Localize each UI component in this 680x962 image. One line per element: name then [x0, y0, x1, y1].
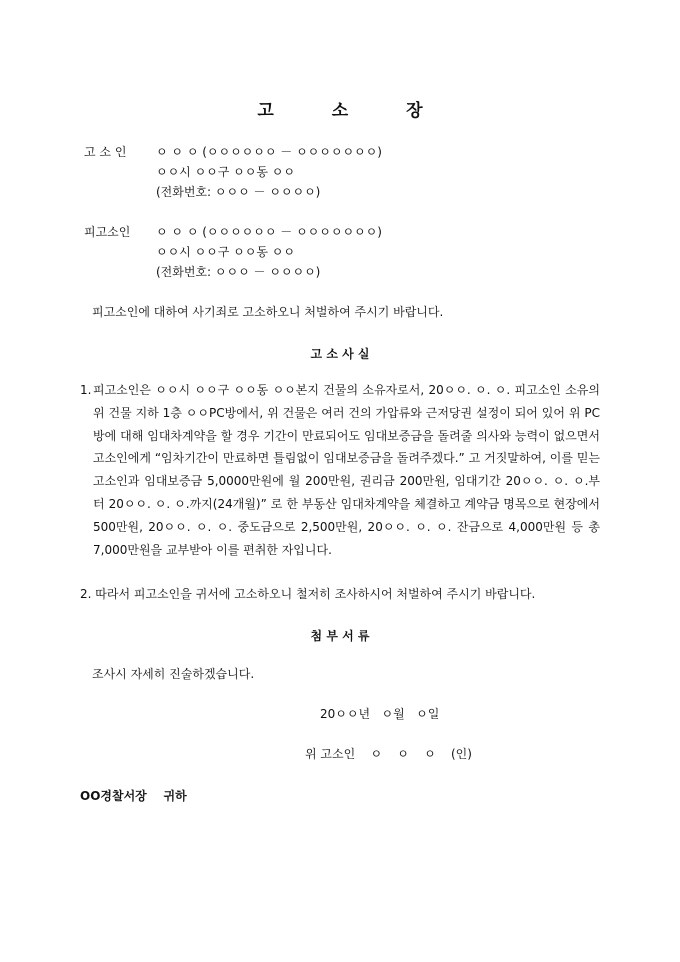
complainant-phone: (전화번호: ㅇㅇㅇ － ㅇㅇㅇㅇ) — [156, 185, 321, 199]
document-date: 20ㅇㅇ년 ㅇ월 ㅇ일 — [320, 707, 440, 721]
fact-number: 1. — [80, 383, 92, 397]
addressee: OO경찰서장 귀하 — [80, 789, 187, 803]
intro-statement: 피고소인에 대하여 사기죄로 고소하오니 처벌하여 주시기 바랍니다. — [92, 305, 444, 319]
defendant-label: 피고소인 — [84, 225, 131, 239]
complainant-name-id: ㅇ ㅇ ㅇ (ㅇㅇㅇㅇㅇㅇ － ㅇㅇㅇㅇㅇㅇㅇ) — [156, 145, 382, 159]
fact-item-1 — [80, 379, 600, 561]
fact-item-2: 2. 따라서 피고소인을 귀서에 고소하오니 철저히 조사하시어 처벌하여 주시기 바랍니다. — [80, 587, 536, 601]
defendant-phone: (전화번호: ㅇㅇㅇ － ㅇㅇㅇㅇ) — [156, 265, 321, 279]
attachments-heading: 첨 부 서 류 — [310, 629, 370, 643]
defendant-name-id: ㅇ ㅇ ㅇ (ㅇㅇㅇㅇㅇㅇ － ㅇㅇㅇㅇㅇㅇㅇ) — [156, 225, 382, 239]
complainant-address: ㅇㅇ시 ㅇㅇ구 ㅇㅇ동 ㅇㅇ — [156, 165, 295, 179]
title-char-2: 소 — [331, 101, 349, 121]
complainant-label: 고 소 인 — [84, 145, 127, 159]
defendant-address: ㅇㅇ시 ㅇㅇ구 ㅇㅇ동 ㅇㅇ — [156, 245, 295, 259]
facts-heading: 고 소 사 실 — [310, 347, 370, 361]
signature-line: 위 고소인 ㅇ ㅇ ㅇ (인) — [305, 747, 472, 761]
attachments-text: 조사시 자세히 진술하겠습니다. — [92, 667, 255, 681]
fact-text: 피고소인은 ㅇㅇ시 ㅇㅇ구 ㅇㅇ동 ㅇㅇ본지 건물의 소유자로서, 20ㅇㅇ. ㅇ. ㅇ. 피고소인 소유의 위 건물 지하 1층 ㅇㅇPC방에서, 위 건물은 여러 건의 가압류와 근저당권 설정이 되어 있어 위 PC방에 대해 임대차계약을 할 경우 기간이 만료되어도 임대보증금을 돌려줄 의사와 능력이 없으면서 고소인에게 “임차기간이 만료하면 틀림없이 임대보증금을 돌려주겠다.” 고 거짓말하여, 이를 믿는 고소인과 임대보증금 5,0000만원에 월 200만원, 권리금 200만원, 임대기간 20ㅇㅇ. ㅇ. ㅇ.부터 20ㅇㅇ. ㅇ. ㅇ.까지(24개월)” 로 한 부동산 임대차계약을 체결하고 계약금 명목으로 현장에서 500만원, 20ㅇㅇ. ㅇ. ㅇ. 중도금으로 2,500만원, 20ㅇㅇ. ㅇ. ㅇ. 잔금으로 4,000만원 등 총 7,000만원을 교부받아 이를 편취한 자입니다. — [93, 383, 600, 557]
title-char-1: 고 — [257, 101, 274, 121]
document-title — [0, 96, 680, 121]
title-char-3: 장 — [406, 101, 423, 121]
